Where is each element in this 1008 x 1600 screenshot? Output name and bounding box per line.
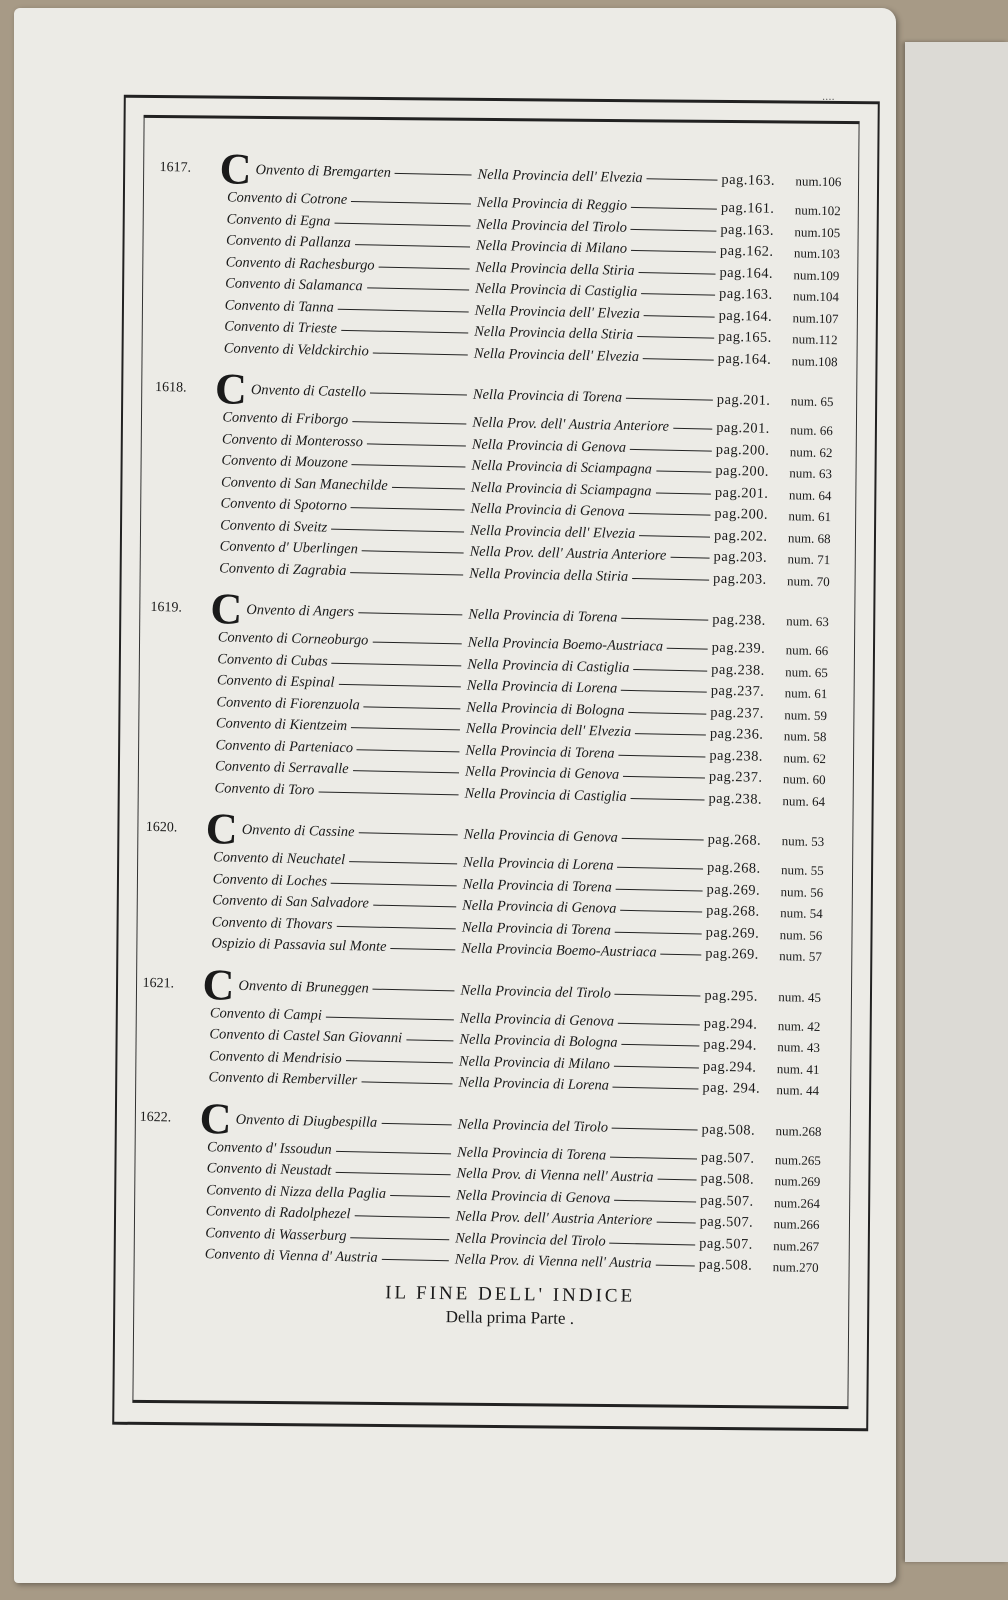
- year-label: 1617.: [159, 159, 192, 176]
- leader-dash: [331, 882, 457, 886]
- entry-page: pag.165.: [718, 328, 772, 346]
- entry-province: Nella Provincia di Sciampagna: [470, 479, 652, 499]
- drop-cap-letter: C: [214, 364, 248, 414]
- leader-dash: [631, 250, 716, 253]
- leader-dash: [622, 838, 704, 841]
- leader-dash: [609, 1242, 695, 1245]
- leader-dash: [637, 336, 714, 339]
- entry-province: Nella Prov. di Vienna nell' Austria: [456, 1165, 654, 1186]
- leader-dash: [350, 1237, 449, 1240]
- entry-name: Convento di Remberviller: [208, 1069, 358, 1089]
- entry-name: Convento di Egna: [226, 210, 331, 230]
- entry-number: num.112: [792, 331, 838, 348]
- entry-name: Convento di Cubas: [217, 650, 328, 670]
- leader-dash: [379, 266, 470, 269]
- entry-name: Convento di Loches: [212, 870, 328, 890]
- drop-cap-letter: C: [209, 584, 243, 634]
- leader-dash: [656, 492, 711, 494]
- leader-dash: [372, 988, 454, 991]
- entry-page: pag.294.: [703, 1036, 758, 1054]
- leader-dash: [406, 1039, 453, 1041]
- entry-name: Convento di Sveitz: [219, 516, 328, 536]
- entry-page: pag.162.: [719, 242, 774, 260]
- entry-province: Nella Provincia di Genova: [462, 897, 617, 917]
- entry-page: pag.164.: [717, 350, 772, 368]
- entry-page: pag.507.: [699, 1235, 753, 1253]
- entry-name: Ospizio di Passavia sul Monte: [211, 935, 387, 955]
- leader-dash: [373, 642, 462, 645]
- entry-name: Convento d' Issoudun: [206, 1138, 332, 1158]
- entry-page: pag.163.: [721, 171, 776, 189]
- year-label: 1619.: [150, 599, 183, 616]
- entry-number: num.266: [773, 1216, 820, 1233]
- entry-page: pag.294.: [703, 1015, 758, 1033]
- entry-province: Nella Provincia dell' Elvezia: [474, 302, 641, 322]
- leader-dash: [339, 684, 461, 688]
- entry-page: pag.201.: [716, 419, 771, 437]
- leader-dash: [382, 1259, 449, 1261]
- entry-name: Convento di Tanna: [224, 296, 334, 316]
- entry-name: Convento di Parteniaco: [215, 736, 354, 756]
- entry-page: pag.238.: [709, 747, 764, 765]
- leader-dash: [656, 470, 711, 472]
- entry-name: Onvento di Cassine: [241, 821, 355, 841]
- entry-number: num. 63: [786, 613, 830, 630]
- drop-cap-letter: C: [205, 804, 239, 854]
- entry-name: Convento di Toro: [214, 779, 315, 798]
- entry-name: Convento di Vienna d' Austria: [204, 1246, 378, 1266]
- entry-name: Convento di Friborgo: [222, 409, 349, 428]
- leader-dash: [656, 1265, 695, 1267]
- leader-dash: [621, 690, 707, 693]
- leader-dash: [630, 228, 716, 231]
- entry-name: Onvento di Castello: [250, 381, 367, 401]
- entry-number: num. 61: [788, 508, 832, 525]
- entry-name: Convento di Monterosso: [221, 430, 364, 450]
- leader-dash: [362, 550, 464, 553]
- leader-dash: [658, 1179, 697, 1181]
- entry-province: Nella Prov. di Vienna nell' Austria: [454, 1251, 652, 1272]
- entry-number: num.106: [795, 173, 842, 190]
- entry-number: num. 64: [782, 792, 826, 809]
- entry-page: pag.236.: [709, 725, 764, 743]
- entry-name: Convento di Corneoburgo: [217, 629, 369, 649]
- entry-name: Convento di Trieste: [224, 318, 338, 337]
- entry-name: Convento di San Manechilde: [220, 473, 388, 494]
- entry-province: Nella Prov. dell' Austria Anteriore: [472, 414, 670, 435]
- entry-page: pag.161.: [720, 199, 775, 217]
- entry-number: num. 61: [784, 685, 828, 702]
- leader-dash: [392, 486, 465, 489]
- leader-dash: [326, 1016, 454, 1020]
- leader-dash: [352, 421, 466, 424]
- leader-dash: [351, 464, 465, 467]
- entry-page: pag.238.: [711, 661, 765, 679]
- leader-dash: [359, 832, 458, 835]
- entry-province: Nella Provincia della Stiria: [474, 323, 634, 343]
- entry-number: num.269: [774, 1173, 821, 1190]
- end-subtitle: Della prima Parte .: [445, 1307, 575, 1328]
- entry-province: Nella Provincia Boemo-Austriaca: [467, 634, 664, 655]
- entry-province: Nella Provincia di Genova: [470, 500, 625, 520]
- leader-dash: [351, 727, 460, 730]
- leader-dash: [382, 1122, 452, 1124]
- entry-number: num.265: [774, 1151, 822, 1168]
- leader-dash: [623, 776, 705, 779]
- year-label: 1620.: [145, 819, 178, 836]
- entry-province: Nella Provincia dell' Elvezia: [477, 166, 643, 187]
- leader-dash: [618, 754, 705, 757]
- leader-dash: [616, 888, 703, 891]
- entry-province: Nella Provincia del Tirolo: [460, 981, 612, 1002]
- leader-dash: [614, 1199, 696, 1202]
- entry-number: num. 66: [785, 642, 829, 659]
- entry-name: Onvento di Angers: [246, 601, 355, 621]
- entry-page: pag.268.: [706, 859, 761, 877]
- entry-name: Convento di Cotrone: [226, 189, 348, 208]
- leader-dash: [639, 535, 710, 537]
- entry-page: pag.201.: [714, 484, 769, 502]
- entry-page: pag.200.: [715, 462, 770, 480]
- entry-number: num.104: [792, 288, 840, 305]
- end-title: IL FINE DELL' INDICE: [384, 1282, 636, 1307]
- leader-dash: [351, 201, 471, 205]
- entry-province: Nella Provincia della Stiria: [469, 565, 629, 585]
- entry-number: num. 53: [781, 833, 825, 850]
- entry-name: Convento di Serravalle: [214, 758, 349, 778]
- year-group: [143, 804, 836, 968]
- entry-province: Nella Provincia di Bologna: [459, 1031, 618, 1051]
- entry-page: pag.269.: [705, 945, 760, 963]
- leader-dash: [671, 557, 710, 559]
- leader-dash: [367, 287, 469, 290]
- entry-page: pag.200.: [714, 505, 769, 523]
- leader-dash: [631, 207, 717, 210]
- leader-dash: [631, 797, 705, 800]
- leader-dash: [639, 272, 716, 275]
- entry-name: Convento di Kientzeim: [215, 715, 348, 735]
- entry-page: pag.163.: [720, 221, 775, 239]
- entry-number: num. 43: [777, 1039, 821, 1056]
- entry-number: num.270: [772, 1259, 819, 1276]
- leader-dash: [358, 612, 462, 615]
- leader-dash: [367, 443, 466, 446]
- leader-dash: [628, 711, 706, 714]
- entry-number: num. 57: [779, 948, 823, 965]
- leader-dash: [635, 733, 706, 735]
- entry-number: num. 56: [779, 926, 823, 943]
- adjacent-page-edge: [905, 42, 1008, 1562]
- entry-page: pag.238.: [712, 611, 767, 629]
- entry-province: Nella Provincia di Torena: [462, 876, 612, 896]
- entry-page: pag.294.: [702, 1058, 757, 1076]
- entry-number: num. 42: [777, 1017, 821, 1034]
- entry-number: num.107: [792, 309, 839, 326]
- entry-name: Convento di Zagrabia: [219, 559, 347, 579]
- leader-dash: [390, 1195, 450, 1197]
- entry-province: Nella Provincia di Torena: [456, 1143, 607, 1164]
- leader-dash: [346, 1060, 453, 1063]
- leader-dash: [612, 1127, 698, 1130]
- entry-name: Onvento di Bremgarten: [255, 162, 392, 181]
- entry-number: num. 65: [785, 663, 828, 680]
- year-label: 1622.: [139, 1109, 172, 1125]
- entry-number: num. 41: [776, 1060, 820, 1077]
- entry-province: Nella Provincia di Genova: [463, 826, 619, 846]
- entry-name: Convento di Spotorno: [220, 495, 348, 514]
- entry-name: Convento di Neuchatel: [213, 849, 346, 869]
- year-label: 1618.: [154, 379, 187, 396]
- leader-dash: [641, 293, 715, 296]
- year-group: [140, 959, 832, 1101]
- leader-dash: [373, 905, 456, 908]
- leader-dash: [614, 1065, 699, 1068]
- entry-page: pag.508.: [701, 1121, 756, 1139]
- entry-number: num. 45: [778, 988, 822, 1005]
- entry-page: pag.268.: [707, 831, 762, 849]
- leader-dash: [621, 1044, 699, 1047]
- year-group: [137, 1093, 830, 1278]
- entry-number: num. 55: [780, 862, 824, 879]
- leader-dash: [628, 513, 710, 516]
- entry-page: pag.164.: [719, 264, 774, 282]
- leader-dash: [363, 706, 460, 709]
- drop-cap-letter: C: [202, 959, 235, 1010]
- entry-page: pag.239.: [711, 639, 766, 657]
- entry-province: Nella Provincia di Genova: [471, 436, 627, 456]
- leader-dash: [618, 1022, 700, 1025]
- entry-province: Nella Provincia di Genova: [459, 1009, 615, 1030]
- entry-province: Nella Provincia di Milano: [458, 1052, 611, 1073]
- entry-number: num. 64: [788, 486, 832, 503]
- leader-dash: [319, 791, 459, 795]
- leader-dash: [351, 507, 465, 510]
- entry-name: Convento di Thovars: [211, 913, 333, 933]
- entry-name: Convento di Nizza della Paglia: [206, 1181, 387, 1202]
- leader-dash: [331, 662, 461, 666]
- leader-dash: [617, 867, 703, 870]
- entry-page: pag.200.: [715, 441, 770, 459]
- entry-province: Nella Provincia dell' Elvezia: [469, 522, 636, 542]
- entry-name: Convento di Castel San Giovanni: [209, 1026, 403, 1047]
- entry-province: Nella Provincia di Milano: [475, 237, 628, 257]
- entry-name: Convento di Veldckirchio: [223, 339, 369, 359]
- entry-number: num.105: [794, 223, 841, 240]
- drop-cap-letter: C: [219, 144, 252, 194]
- leader-dash: [373, 352, 468, 355]
- leader-dash: [610, 1156, 697, 1159]
- entry-province: Nella Provincia del Tirolo: [457, 1115, 609, 1136]
- entry-number: num. 59: [784, 706, 828, 723]
- entry-name: Convento di Radolphezel: [205, 1203, 351, 1223]
- entry-name: Convento di Campi: [209, 1004, 323, 1024]
- entry-province: Nella Provincia di Bologna: [466, 699, 625, 719]
- leader-dash: [621, 618, 708, 621]
- entry-number: num. 63: [789, 465, 833, 482]
- entry-province: Nella Provincia di Lorena: [466, 677, 618, 697]
- leader-dash: [395, 173, 472, 176]
- entry-number: num. 62: [783, 749, 827, 766]
- entry-number: num.264: [773, 1194, 821, 1211]
- entry-name: Convento di Rachesburgo: [225, 253, 375, 274]
- entry-page: pag.237.: [710, 682, 765, 700]
- entry-province: Nella Provincia di Lorena: [462, 854, 614, 874]
- entry-page: pag.238.: [708, 790, 763, 808]
- leader-dash: [350, 572, 463, 575]
- entry-number: num. 62: [789, 443, 833, 460]
- entry-number: num. 65: [790, 393, 834, 410]
- entry-page: pag.269.: [705, 924, 760, 942]
- entry-province: Nella Provincia Boemo-Austriaca: [461, 940, 657, 961]
- entry-page: pag.268.: [706, 902, 760, 920]
- entry-name: Convento di Fiorenzuola: [216, 693, 360, 713]
- leader-dash: [673, 428, 712, 430]
- corner-mark: ....: [822, 92, 835, 103]
- entry-page: pag.507.: [699, 1213, 754, 1231]
- entry-province: Nella Provincia dell' Elvezia: [473, 345, 640, 365]
- entry-name: Convento d' Uberlingen: [219, 538, 359, 558]
- entry-province: Nella Provincia di Genova: [464, 763, 620, 783]
- leader-dash: [614, 993, 700, 996]
- entry-province: Nella Provincia di Torena: [468, 606, 618, 626]
- leader-dash: [657, 1222, 696, 1224]
- drop-cap-letter: C: [199, 1093, 233, 1144]
- leader-dash: [331, 528, 464, 532]
- leader-dash: [337, 925, 456, 928]
- leader-dash: [667, 648, 708, 650]
- year-group: [151, 364, 845, 592]
- entry-number: num. 60: [782, 771, 826, 788]
- entry-number: num. 54: [780, 905, 823, 922]
- leader-dash: [612, 1087, 698, 1090]
- entry-number: num.267: [773, 1237, 820, 1254]
- entry-province: Nella Provincia di Castiglia: [467, 656, 630, 676]
- entry-name: Convento di San Salvadore: [212, 892, 369, 912]
- entry-page: pag. 294.: [702, 1079, 761, 1097]
- entry-name: Convento di Mouzone: [221, 452, 348, 471]
- entry-number: num.109: [793, 266, 840, 283]
- leader-dash: [632, 577, 709, 580]
- leader-dash: [341, 330, 468, 334]
- entry-name: Convento di Wasserburg: [205, 1224, 347, 1244]
- leader-dash: [390, 948, 455, 950]
- leader-dash: [335, 222, 471, 226]
- entry-page: pag.201.: [716, 391, 771, 409]
- entry-province: Nella Provincia dell' Elvezia: [465, 720, 632, 740]
- entry-province: Nella Provincia di Sciampagna: [471, 457, 653, 478]
- entry-name: Onvento di Bruneggen: [238, 977, 369, 997]
- entry-page: pag.164.: [718, 307, 773, 325]
- entry-page: pag.269.: [706, 881, 761, 899]
- entry-province: Nella Provincia del Tirolo: [476, 216, 628, 236]
- entry-province: Nella Provincia della Stiria: [475, 259, 635, 279]
- entry-province: Nella Prov. dell' Austria Anteriore: [455, 1208, 653, 1229]
- leader-dash: [660, 954, 701, 956]
- leader-dash: [620, 910, 702, 913]
- leader-dash: [615, 931, 702, 934]
- entry-number: num. 56: [780, 883, 824, 900]
- leader-dash: [626, 398, 713, 401]
- entry-page: pag.508.: [700, 1170, 755, 1188]
- entry-province: Nella Provincia di Torena: [472, 386, 623, 406]
- entry-name: Convento di Pallanza: [225, 232, 351, 252]
- entry-province: Nella Provincia di Torena: [465, 742, 615, 762]
- entry-page: pag.507.: [700, 1149, 755, 1167]
- entry-number: num. 70: [786, 572, 830, 589]
- entry-page: pag.295.: [704, 987, 759, 1005]
- entry-number: num. 44: [776, 1082, 820, 1099]
- leader-dash: [336, 1172, 451, 1175]
- entry-number: num.268: [775, 1122, 822, 1139]
- entry-number: num.103: [793, 245, 841, 262]
- entry-name: Onvento di Diugbespilla: [235, 1111, 378, 1131]
- leader-dash: [633, 669, 707, 672]
- leader-dash: [338, 308, 469, 312]
- entry-page: pag.508.: [698, 1256, 753, 1274]
- index-list: [136, 144, 849, 1291]
- entry-name: Convento di Espinal: [216, 672, 335, 691]
- entry-province: Nella Provincia di Lorena: [458, 1074, 610, 1094]
- entry-province: Nella Provincia di Genova: [456, 1186, 611, 1207]
- entry-page: pag.203.: [713, 548, 768, 566]
- entry-page: pag.507.: [699, 1192, 754, 1210]
- entry-province: Nella Provincia di Torena: [461, 918, 612, 939]
- entry-province: Nella Provincia di Castiglia: [474, 280, 638, 301]
- year-group: [146, 584, 840, 812]
- entry-province: Nella Provincia del Tirolo: [455, 1229, 606, 1250]
- end-of-index: [300, 1281, 721, 1331]
- entry-name: Convento di Mendrisio: [208, 1047, 342, 1067]
- entry-page: pag.163.: [718, 285, 773, 303]
- leader-dash: [356, 749, 459, 752]
- leader-dash: [362, 1081, 453, 1084]
- entry-page: pag.237.: [710, 704, 765, 722]
- leader-dash: [644, 315, 715, 317]
- entry-number: num. 71: [787, 551, 831, 568]
- entry-province: Nella Provincia di Castiglia: [464, 785, 627, 805]
- entry-number: num. 58: [783, 728, 827, 745]
- entry-number: num. 66: [790, 422, 834, 439]
- leader-dash: [353, 770, 459, 773]
- leader-dash: [349, 861, 457, 864]
- leader-dash: [355, 1215, 450, 1218]
- entry-name: Convento di Salamanca: [225, 275, 363, 295]
- leader-dash: [355, 244, 470, 247]
- entry-province: Nella Provincia di Reggio: [476, 194, 628, 214]
- leader-dash: [370, 392, 467, 395]
- leader-dash: [643, 358, 714, 360]
- entry-name: Convento di Neustadt: [206, 1160, 332, 1179]
- entry-number: num.108: [791, 352, 838, 369]
- year-label: 1621.: [142, 975, 175, 991]
- entry-province: Nella Prov. dell' Austria Anteriore: [469, 543, 667, 564]
- leader-dash: [630, 448, 712, 451]
- entry-number: num.102: [794, 202, 841, 219]
- entry-number: num. 68: [787, 529, 831, 546]
- year-group: [156, 144, 850, 372]
- entry-page: pag.202.: [713, 527, 768, 545]
- entry-page: pag.203.: [712, 570, 767, 588]
- leader-dash: [336, 1150, 451, 1153]
- leader-dash: [646, 178, 717, 180]
- entry-page: pag.237.: [708, 768, 763, 786]
